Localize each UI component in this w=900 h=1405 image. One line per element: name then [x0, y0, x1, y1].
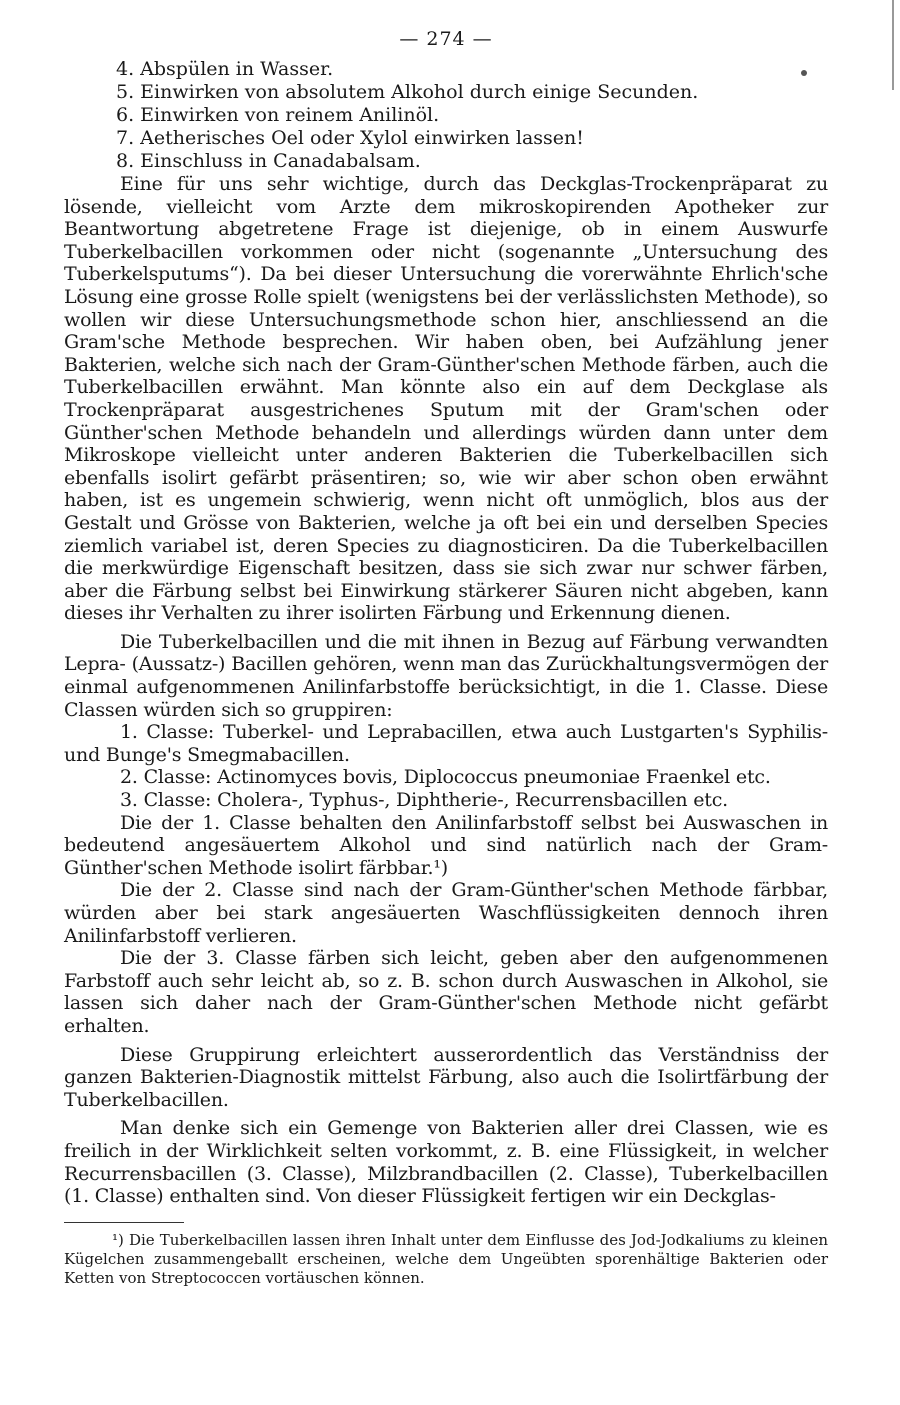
class-item: 2. Classe: Actinomyces bovis, Diplococcus pneumoniae Fraenkel etc. — [120, 766, 771, 789]
paragraph: Man denke sich ein Gemenge von Bakterien aller drei Classen, wie es freilich in der Wirklichkeit selten vorkommt, z. B. eine Flüssigkeit, in welcher Recurrensbacillen (3. Classe), Milzbrandbacillen (2. Classe), Tuberkelbacillen (1. Classe) enthalten sind. Von dieser Flüssigkeit fertigen wir ein Deckglas- — [64, 1117, 828, 1208]
paragraph: Die der 3. Classe färben sich leicht, geben aber den aufgenommenen Farbstoff auch sehr leicht ab, so z. B. schon durch Auswaschen in Alkohol, sie lassen sich daher nach der Gram-Günther'schen Methode nicht gefärbt erhalten. — [64, 947, 828, 1037]
procedure-steps — [64, 58, 828, 173]
step-item: 6. Einwirken von reinem Anilinöl. — [116, 104, 440, 126]
paragraph: Eine für uns sehr wichtige, durch das Deckglas-Trockenpräparat zu lösende, vielleicht vom Arzte dem mikroskopirenden Apotheker zur Beantwortung abgetretene Frage ist diejenige, ob in einem Auswurfe Tuberkelbacillen vorkommen oder nicht (sogenannte „Untersuchung des Tuberkelsputums“). Da bei dieser Untersuchung die vorerwähnte Ehrlich'sche Lösung eine grosse Rolle spielt (wenigstens bei der verlässlichsten Methode), so wollen wir diese Untersuchungsmethode schon hier, anschliessend an die Gram'sche Methode besprechen. Wir haben oben, bei Aufzählung jener Bakterien, welche sich nach der Gram-Günther'schen Methode färben, auch die Tuberkelbacillen erwähnt. Man könnte also ein auf dem Deckglase als Trockenpräparat ausgestrichenes Sputum mit der Gram'schen oder Günther'schen Methode behandeln und allerdings würden dann unter dem Mikroskope vielleicht unter anderen Bakterien die Tuberkelbacillen sich ebenfalls isolirt gefärbt präsentiren; so, wie wir aber schon oben erwähnt haben, ist es ungemein schwierig, wenn nicht oft unmöglich, blos aus der Gestalt und Grösse von Bakterien, welche ja oft bei ein und derselben Species ziemlich variabel ist, deren Species zu diagnosticiren. Da die Tuberkelbacillen die merkwürdige Eigenschaft besitzen, dass sie sich zwar nur schwer färben, aber die Färbung selbst bei Einwirkung stärkerer Säuren nicht abgeben, kann dieses ihr Verhalten zu ihrer isolirten Färbung und Erkennung dienen. — [64, 173, 828, 625]
step-item: 4. Abspülen in Wasser. — [116, 58, 334, 80]
step-item: 7. Aetherisches Oel oder Xylol einwirken lassen! — [116, 127, 584, 149]
scan-edge-mark — [892, 0, 894, 90]
footnote: ¹) Die Tuberkelbacillen lassen ihren Inhalt unter dem Einflusse des Jod-Jodkaliums zu kleinen Kügelchen zusammengeballt erscheinen, welche dem Ungeübten sporenhältige Bakterien oder Ketten von Streptococcen vortäuschen können. — [64, 1230, 828, 1287]
paragraph: Die der 1. Classe behalten den Anilinfarbstoff selbst bei Auswaschen in bedeutend angesäuertem Alkohol und sind natürlich nach der Gram-Günther'schen Methode isolirt färbbar.¹) — [64, 811, 828, 879]
paragraph: Die Tuberkelbacillen und die mit ihnen in Bezug auf Färbung verwandten Lepra- (Aussatz-) Bacillen gehören, wenn man das Zurückhaltungsvermögen der einmal aufgenommenen Anilinfarbstoffe berücksichtigt, in die 1. Classe. Diese Classen würden sich so gruppiren: — [64, 630, 828, 721]
paragraph: Die der 2. Classe sind nach der Gram-Günther'schen Methode färbbar, würden aber bei stark angesäuerten Waschflüssigkeiten dennoch ihren Anilinfarbstoff verlieren. — [64, 879, 828, 947]
class-item: 3. Classe: Cholera-, Typhus-, Diphtherie-, Recurrensbacillen etc. — [120, 789, 729, 812]
footnote-rule — [64, 1222, 184, 1223]
page-number: — 274 — — [399, 28, 493, 50]
class-item: 1. Classe: Tuberkel- und Leprabacillen, etwa auch Lustgarten's Syphilis- und Bunge's Smegmabacillen. — [64, 721, 828, 766]
paragraph: Diese Gruppirung erleichtert ausserordentlich das Verständniss der ganzen Bakterien-Diagnostik mittelst Färbung, also auch die Isolirtfärbung der Tuberkelbacillen. — [64, 1043, 828, 1111]
document-page — [64, 28, 828, 1288]
step-item: 5. Einwirken von absolutem Alkohol durch einige Secunden. — [116, 81, 699, 103]
step-item: 8. Einschluss in Canadabalsam. — [116, 150, 421, 172]
body-text — [64, 173, 828, 1208]
